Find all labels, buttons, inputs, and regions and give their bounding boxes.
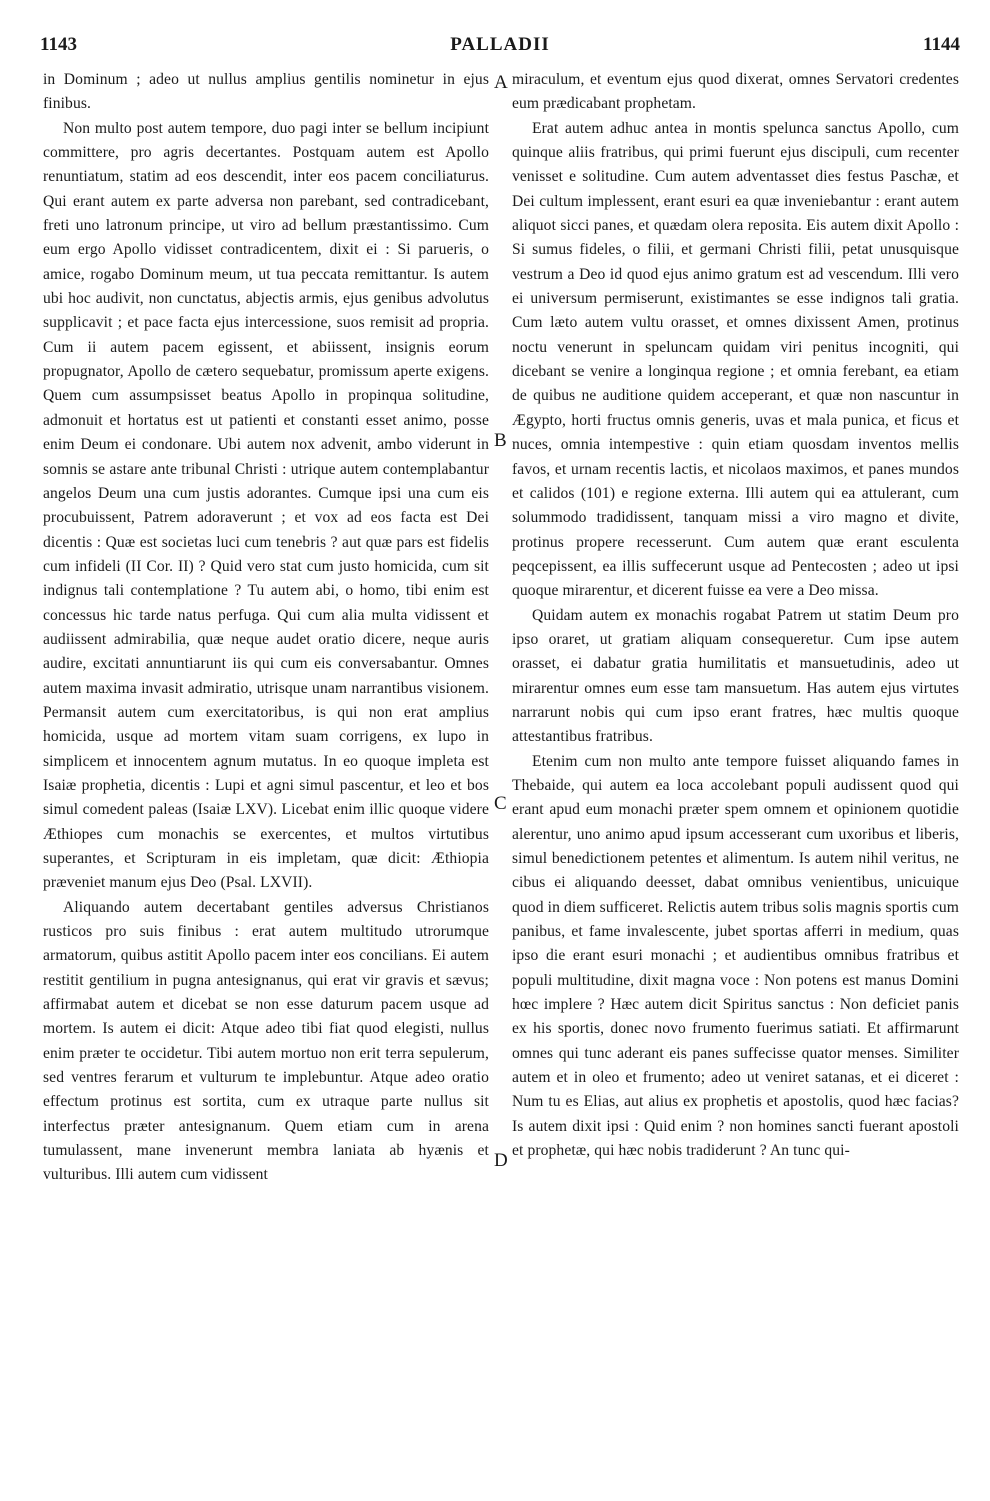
margin-letter-c: C bbox=[494, 793, 507, 814]
page-number-left: 1143 bbox=[40, 34, 77, 55]
margin-letter-a: A bbox=[494, 72, 508, 93]
paragraph: Aliquando autem decertabant gentiles adversus Christianos rusticos pro suis finibus : erat autem multitudo utrorumque armatorum, quibus astitit Apollo pacem inter eos concilians. Ei autem restitit gentilium in pugna antesignanus, qui erat vir gravis et sævus; affirmabat autem et dicebat se non esse daturum pacem usque ad mortem. Is autem ei dicit: Atque adeo tibi fiat quod elegisti, nullus enim præter te occidetur. Tibi autem mortuo non erit terra sepulerum, sed ventres ferarum et vulturum te implebuntur. Atque adeo oratio effectum protinus est sortita, cum ex utraque parte nullus sit interfectus præter antesignanum. Quem etiam cum in arena tumulassent, mane invenerunt membra laniata ab hyænis et vulturibus. Illi autem cum vidissent bbox=[43, 898, 489, 1184]
paragraph: miraculum, et eventum ejus quod dixerat, omnes Servatori credentes eum prædicabant prophetam. bbox=[512, 71, 959, 113]
paragraph: Erat autem adhuc antea in montis spelunca sanctus Apollo, cum quinque aliis fratribus, qui primi fuerunt ejus discipuli, cum recenter venisset e solitudine. Cum autem adventasset dies festus Paschæ, et Dei cultum implessent, erant esuri ea quæ inveniebantur : erant autem aliquot sicci panes, et quædam olera reposita. Eis autem dixit Apollo : Si sumus fideles, o filii, et germani Christi filii, petat unusquisque vestrum a Deo id quod ejus animo gratum est ad vescendum. Illi vero ei universum permiserunt, existimantes se esse indignos tali gratia. Cum læto autem vultu orasset, et omnes dixissent Amen, protinus noctu venerunt in speluncam quidam viri penitus incogniti, qui dicebant se venire a longinqua regione ; et omnia ferebant, ea etiam de quibus ne auditione quidem acceperant, et quæ non nascuntur in Ægypto, horti fructus omnis generis, uvas et mala punica, et ficus et nuces, omnia intempestive : quin etiam quosdam inventos mellis favos, et urnam recentis lactis, et nicolaos maximos, et panes mundos et calidos (101) e regione externa. Illi autem qui ea attulerant, cum solummodo tradidissent, tanquam missi a viro magno et divite, protinus propere recesserunt. Cum autem quæ erant esculenta peqcepissent, ea illis suffecerunt usque ad Pentecosten ; adeo ut ipsi quoque mirarentur, et dicerent fuisse ea vere a Deo missa. bbox=[512, 119, 959, 600]
running-header bbox=[40, 34, 960, 64]
margin-letter-d: D bbox=[494, 1150, 508, 1171]
paragraph: Etenim cum non multo ante tempore fuisset aliquando fames in Thebaide, qui autem ea loca accolebant populi audissent quod qui erant apud eum monachi præter spem omnem et opinionem quotidie alerentur, uno animo apud ipsum accesserant cum uxoribus et liberis, simul benedictionem petentes et alimentum. Is autem nihil veritus, ne cibus ei aliquando deesset, dabat omnibus venientibus, unicuique quod in diem sufficeret. Relictis autem tribus solis magnis sportis cum panibus, et fame invalescente, jubet sportas afferri in medium, quas ipso die erant esuri monachi ; et audientibus omnibus fratribus et populi multitudine, dixit magna voce : Non potens est manus Domini hœc implere ? Hæc autem dicit Spiritus sanctus : Non deficiet panis ex his sportis, donec novo frumento fuerimus satiati. Et affirmarunt omnes qui tunc aderant eis panes suffecisse quator menses. Similiter autem et in oleo et frumento; adeo ut veniret satanas, et ei diceret : Num tu es Elias, aut alius ex prophetis et apostolis, quod hæc facias? Is autem dixit ipsi : Quid enim ? non homines sancti fuerant apostoli et prophetæ, qui hæc nobis tradiderunt ? An tunc qui- bbox=[512, 752, 959, 1160]
paragraph: in Dominum ; adeo ut nullus amplius gentilis nominetur in ejus finibus. bbox=[43, 71, 489, 113]
running-title: PALLADII bbox=[450, 34, 550, 55]
margin-letter-b: B bbox=[494, 430, 507, 451]
page-number-right: 1144 bbox=[923, 34, 960, 55]
paragraph: Non multo post autem tempore, duo pagi inter se bellum incipiunt committere, pro agris decertantes. Postquam autem est Apollo renuntiatum, statim ad eos descendit, inter eos pacem conciliaturus. Qui erant autem ex parte adversa non parebant, sed contradicebant, freti uno latronum principe, ut viro ad bellum præstantissimo. Cum eum ergo Apollo vidisset contradicentem, dixit ei : Si parueris, o amice, rogabo Dominum meum, ut tua peccata remittantur. Is autem ubi hoc audivit, non cunctatus, abjectis armis, ejus genibus advolutus supplicavit ; et pace facta ejus intercessione, suos remisit ad propria. Cum ii autem pacem egissent, et abiissent, insignis eorum propugnator, Apollo de cætero sequebatur, promissum aperte exigens. Quem cum assumpsisset beatus Apollo in propinqua solitudine, admonuit et hortatus est ut patienti et constanti esset animo, posse enim Deum ei condonare. Ubi autem nox advenit, ambo viderunt in somnis se astare ante tribunal Christi : utrique autem contemplabantur angelos Deum una cum justis adorantes. Cumque ipsi una cum eis procubuissent, Patrem adoraverunt ; et vox ad eos facta est Dei dicentis : Quæ est societas luci cum tenebris ? aut quæ pars est fidelis cum infideli (II Cor. II) ? Quid vero stat cum justo homicida, cum sit indignus tali contemplatione ? Tu autem abi, o homo, tibi enim est concessus hic tarde natus perfuga. Qui cum alia multa vidissent et audiissent admirabilia, quæ neque audet oratio dicere, neque auris audire, excitati annuntiarunt iis qui cum eis conversabantur. Omnes autem maxima invasit admiratio, utrisque unam narrantibus visionem. Permansit autem cum exercitatoribus, is qui non erat amplius homicida, usque ad mortem vitam suam corrigens, ex lupo in simplicem et innocentem agnum mutatus. In eo quoque impleta est Isaiæ prophetia, dicentis : Lupi et agni simul pascentur, et leo et bos simul comedent paleas (Isaiæ LXV). Licebat enim illic quoque videre Æthiopes cum monachis se exercentes, et multos virtutibus superantes, et Scripturam in eis impletam, quæ dicit: Æthiopia præveniet manum ejus Deo (Psal. LXVII). bbox=[43, 119, 489, 892]
left-column bbox=[43, 68, 489, 1188]
right-column bbox=[512, 68, 959, 1163]
paragraph: Quidam autem ex monachis rogabat Patrem ut statim Deum pro ipso oraret, ut gratiam aliquam consequeretur. Cum ipse autem orasset, ei dabatur gratia humilitatis et mansuetudinis, adeo ut mirarentur omnes eum esse tam mansuetum. Has autem ejus virtutes narrarunt nobis qui cum ipso erant fratres, hæc multis quoque attestantibus fratribus. bbox=[512, 606, 959, 746]
